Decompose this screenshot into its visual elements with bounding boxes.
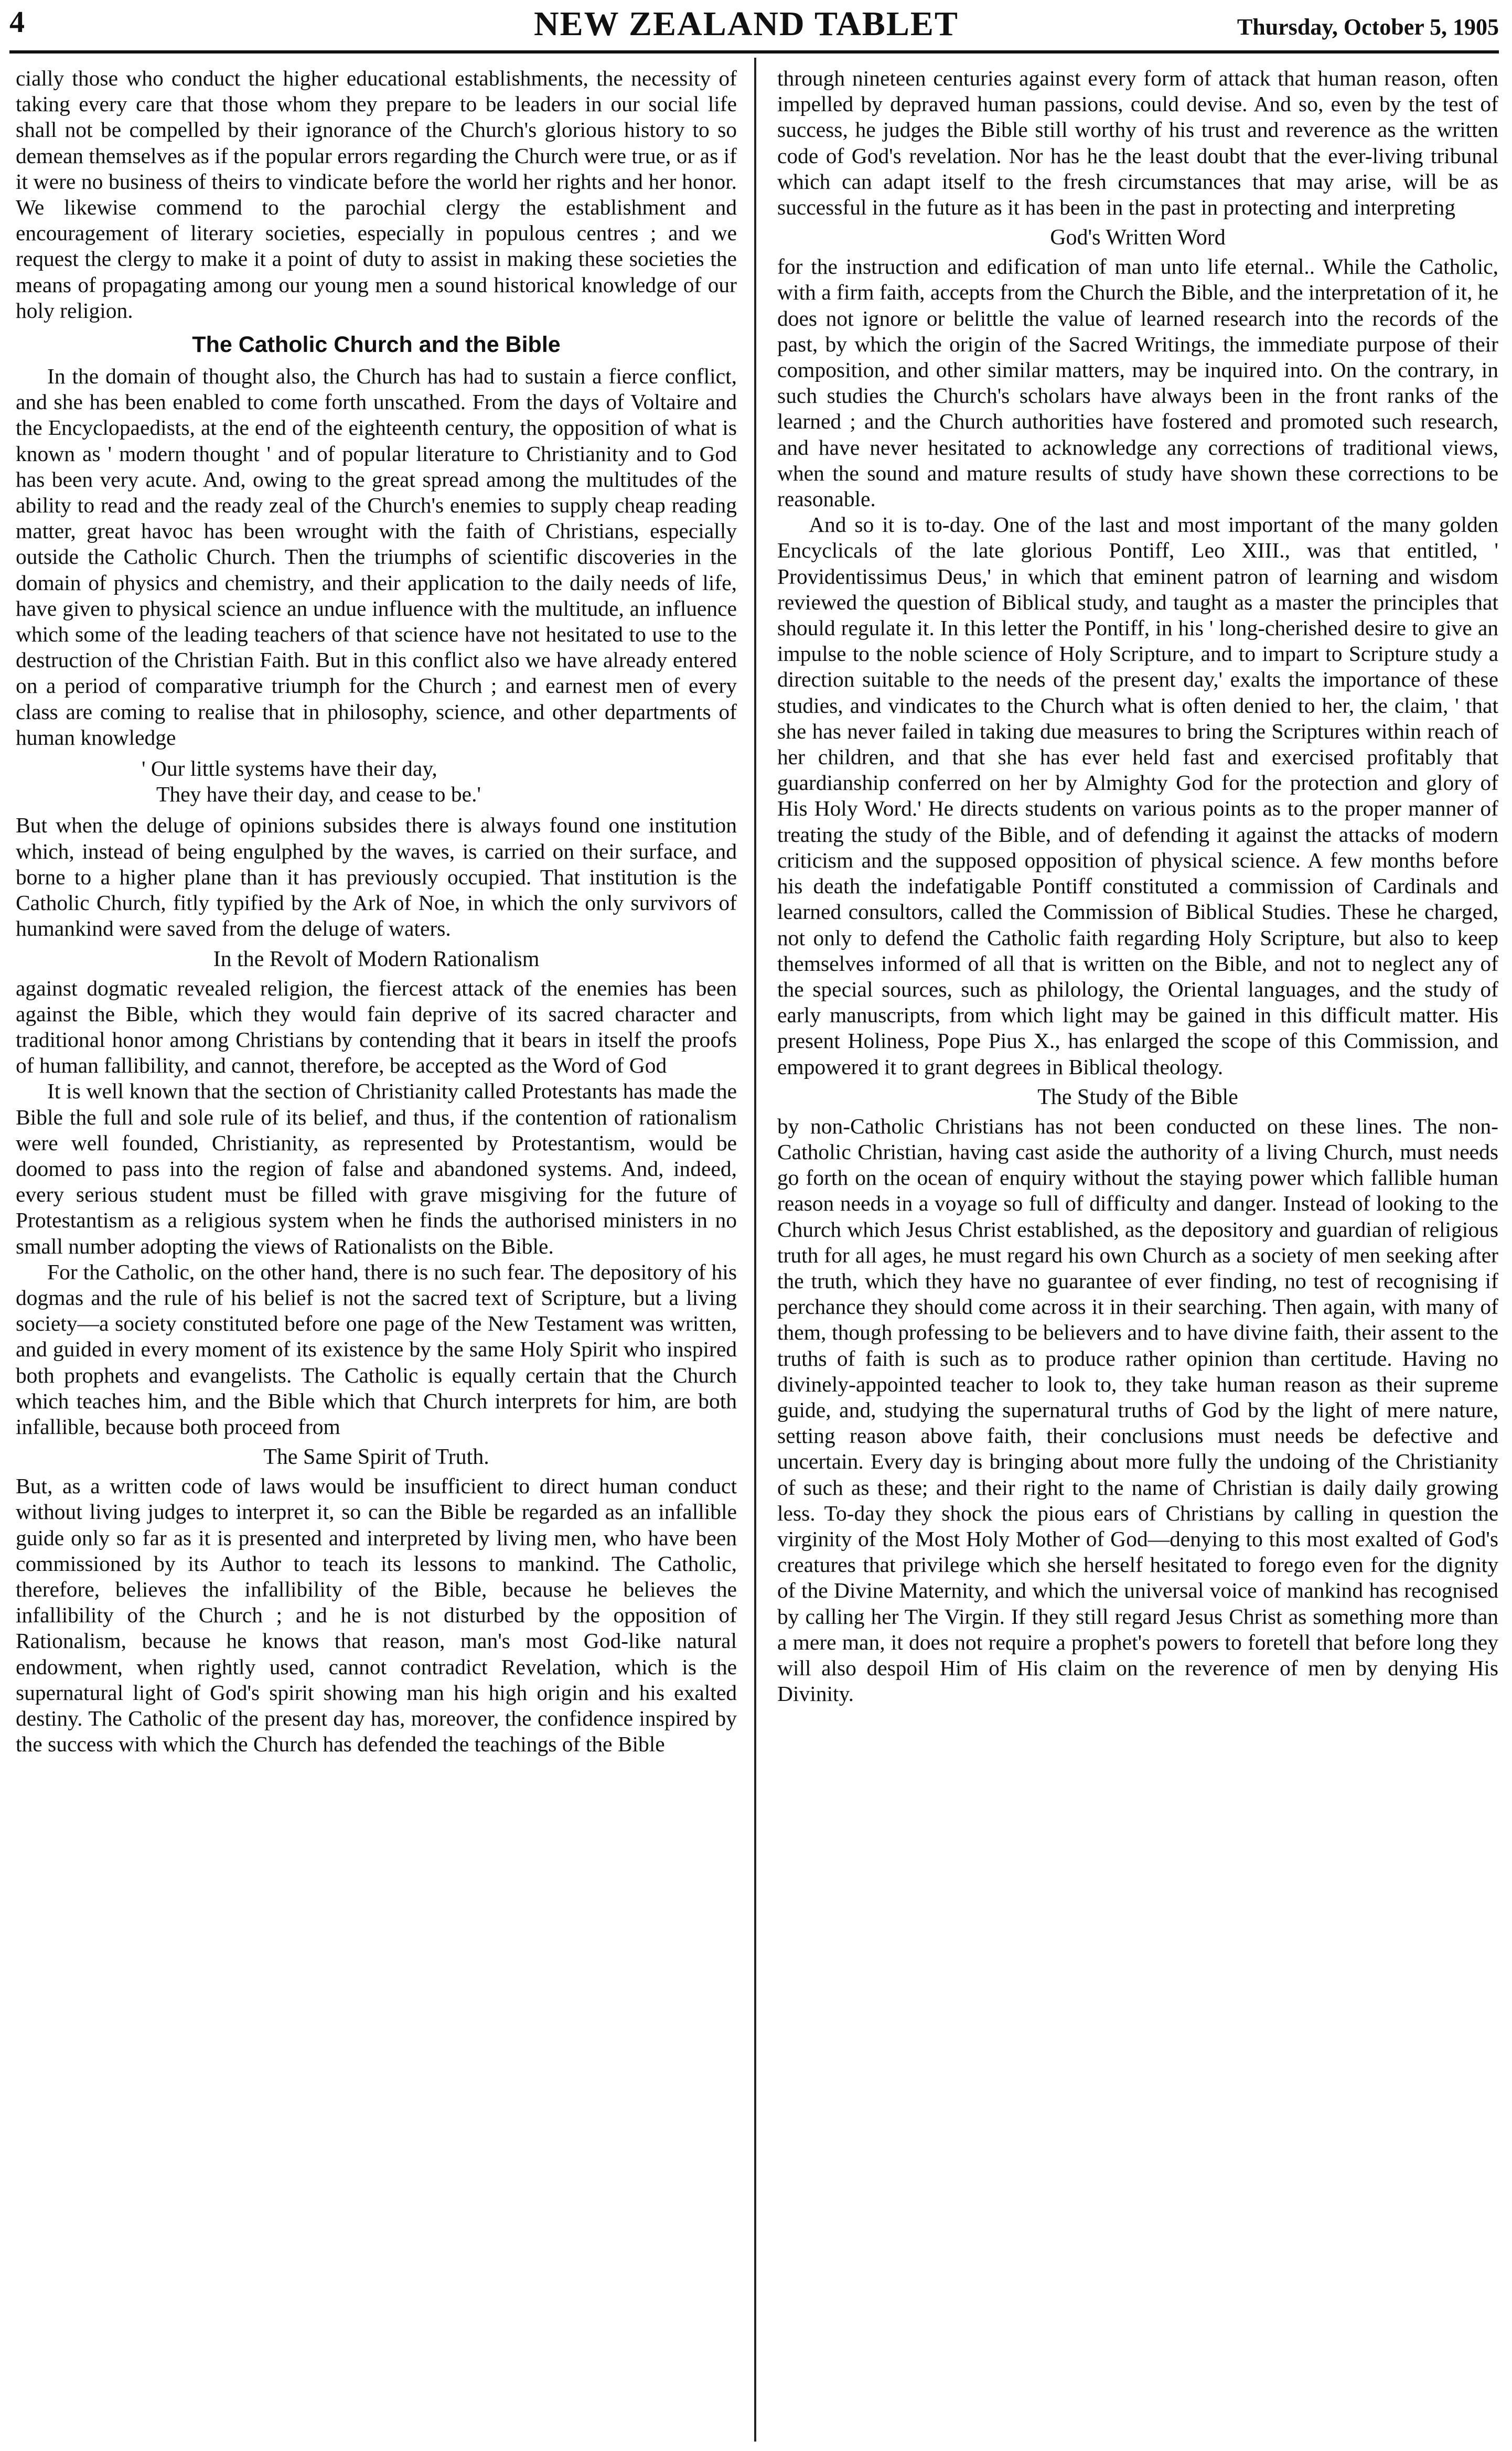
masthead	[9, 4, 1499, 46]
issue-date: Thursday, October 5, 1905	[1237, 14, 1499, 40]
subheading: The Same Spirit of Truth.	[263, 1445, 489, 1470]
newspaper-title: NEW ZEALAND TABLET	[534, 5, 959, 43]
verse-line: ' Our little systems have their day,	[142, 756, 437, 781]
subheading: God's Written Word	[1050, 226, 1226, 250]
paragraph: But, as a written code of laws would be insufficient to direct human conduct without living judges to interpret it, so can the Bible be regarded as an infallible guide only so far as it is presented and interpreted by living men, who have been commissioned by its Author to teach its lessons to mankind. The Catholic, therefore, believes the infallibility of the Bible, because he believes the infallibility of the Church ; and he is not disturbed by the opposition of Rationalism, because he knows that reason, man's most God-like natural endowment, when rightly used, cannot contradict Revelation, which is the supernatural light of God's spirit showing man his high origin and his exalted destiny. The Catholic of the present day has, moreover, the confidence inspired by the success with which the Church has defended the teachings of the Bible	[16, 1474, 737, 1757]
subheading: The Study of the Bible	[1037, 1085, 1238, 1109]
paragraph: It is well known that the section of Christianity called Protestants has made the Bible the full and sole rule of its belief, and thus, if the contention of rationalism were well founded, Christianity, as represented by Protestantism, would be doomed to pass into the region of false and abandoned systems. And, indeed, every serious student must be filled with grave misgiving for the future of Protestantism as a religious system when he finds the authorised ministers in no small number adopting the views of Rationalists on the Bible.	[16, 1079, 737, 1258]
paragraph: by non-Catholic Christians has not been conducted on these lines. The non-Catholic Christian, having cast aside the authority of a living Church, must needs go forth on the ocean of enquiry without the staying power which fallible human reason needs in a voyage so full of difficulty and danger. Instead of looking to the Church which Jesus Christ established, as the depository and guardian of religious truth for all ages, he must regard his own Church as a society of men seeking after the truth, which they have no guarantee of ever finding, no test of recognising if perchance they should come across it in their searching. Then again, with many of them, though professing to be believers and to have divine faith, their assent to the truths of faith is such as to produce rather opinion than certitude. Having no divinely-appointed teacher to look to, they take human reason as their supreme guide, and, studying the supernatural truths of God by the light of mere nature, setting reason above faith, their conclusions must needs be defective and uncertain. Every day is bringing about more fully the undoing of the Christianity of such as these; and their right to the name of Christian is daily daily growing less. To-day they shock the pious ears of Christians by calling in question the virginity of the Most Holy Mother of God—denying to this most exalted of God's creatures that privilege which she herself hesitated to forego even for the dignity of the Divine Maternity, and which the universal voice of mankind has recognised by calling her The Virgin. If they still regard Jesus Christ as something more than a mere man, it does not require a prophet's powers to foretell that before long they will also despoil Him of His claim on the reverence of men by denying His Divinity.	[777, 1114, 1498, 1706]
paragraph: And so it is to-day. One of the last and most important of the many golden Encyclicals of the late glorious Pontiff, Leo XIII., was that entitled, ' Providentissimus Deus,' in which that eminent patron of learning and wisdom reviewed the question of Biblical study, and taught as a master the principles that should regulate it. In this letter the Pontiff, in his ' long-cherished desire to give an impulse to the noble science of Holy Scripture, and to impart to Scripture study a direction suitable to the needs of the present day,' exalts the importance of these studies, and vindicates to the Church what is often denied to her, the claim, ' that she has never failed in taking due measures to bring the Scriptures within reach of her children, and that she has ever held fast and exercised profitably that guardianship conferred on her by Almighty God for the protection and glory of His Holy Word.' He directs students on various points as to the proper manner of treating the study of the Bible, and of defending it against the attacks of modern criticism and the supposed opposition of physical science. A few months before his death the indefatigable Pontiff constituted a commission of Cardinals and learned consultors, called the Commission of Biblical Studies. These he charged, not only to defend the Catholic faith regarding Holy Scripture, but also to keep themselves informed of all that is written on the Bible, and not to neglect any of the special sources, such as philology, the Oriental languages, and the study of early manuscripts, from which light may be gained in this difficult matter. His present Holiness, Pope Pius X., has enlarged the scope of this Commission, and empowered it to grant degrees in Biblical theology.	[777, 512, 1498, 1079]
subheading: In the Revolt of Modern Rationalism	[213, 947, 540, 971]
paragraph: In the domain of thought also, the Church has had to sustain a fierce conflict, and she has been enabled to come forth unscathed. From the days of Voltaire and the Encyclopaedists, at the end of the eighteenth century, the opposition of what is known as ' modern thought ' and of popular literature to Christianity and to God has been very acute. And, owing to the great spread among the multitudes of the ability to read and the ready zeal of the Church's enemies to supply cheap reading matter, great havoc has been wrought with the faith of Christians, especially outside the Catholic Church. Then the triumphs of scientific discoveries in the domain of physics and chemistry, and their application to the daily needs of life, have given to physical science an undue influence with the multitude, an influence which some of the leading teachers of that science have not hesitated to use to the destruction of the Christian Faith. But in this conflict also we have already entered on a period of comparative triumph for the Church ; and earnest men of every class are coming to realise that in philosophy, science, and other departments of human knowledge	[16, 364, 737, 750]
paragraph: for the instruction and edification of man unto life eternal.. While the Catholic, with a firm faith, accepts from the Church the Bible, and the interpretation of it, he does not ignore or belittle the value of learned research into the records of the past, by which the origin of the Sacred Writings, the immediate purpose of their composition, and other similar matters, may be inquired into. On the contrary, in such studies the Church's scholars have always been in the front ranks of the learned ; and the Church authorities have fostered and promoted such research, and have never hesitated to acknowledge any corrections of traditional views, when the sound and mature results of study have shown these corrections to be reasonable.	[777, 254, 1498, 511]
paragraph: against dogmatic revealed religion, the fiercest attack of the enemies has been against the Bible, which they would fain deprive of its sacred character and traditional honor among Christians by contending that it bears in itself the proofs of human fallibility, and cannot, therefore, be accepted as the Word of God	[16, 976, 737, 1078]
paragraph: But when the deluge of opinions subsides there is always found one institution which, instead of being engulphed by the waves, is carried on their surface, and borne to a higher plane than it has previously occupied. That institution is the Catholic Church, fitly typified by the Ark of Noe, in which the only survivors of humankind were saved from the deluge of waters.	[16, 813, 737, 941]
verse-line: They have their day, and cease to be.'	[156, 782, 481, 807]
section-heading: The Catholic Church and the Bible	[192, 332, 561, 358]
paragraph: For the Catholic, on the other hand, there is no such fear. The depository of his dogmas and the rule of his belief is not the sacred text of Scripture, but a living society—a society constituted before one page of the New Testament was written, and guided in every moment of its existence by the same Holy Spirit who inspired both prophets and evangelists. The Catholic is equally certain that the Church which teaches him, and the Bible which that Church interprets for him, are both infallible, because both proceed from	[16, 1259, 737, 1439]
right-column	[777, 66, 1498, 1707]
verse-quote	[16, 756, 737, 807]
paragraph: through nineteen centuries against every form of attack that human reason, often impelled by depraved human passions, could devise. And so, even by the test of success, he judges the Bible still worthy of his trust and reverence as the written code of God's revelation. Nor has he the least doubt that the ever-living tribunal which can adapt itself to the fresh circumstances that may arise, will be as successful in the future as it has been in the past in protecting and interpreting	[777, 66, 1498, 220]
header-rule	[9, 50, 1499, 53]
page-number: 4	[9, 5, 25, 39]
left-column	[16, 66, 737, 1757]
paragraph: cially those who conduct the higher educational establishments, the necessity of taking every care that those whom they prepare to be leaders in our social life shall not be compelled by their ignorance of the Church's glorious history to so demean themselves as if the popular errors regarding the Church were true, or as if it were no business of theirs to vindicate before the world her rights and her honor. We likewise commend to the parochial clergy the establishment and encouragement of literary societies, especially in populous centres ; and we request the clergy to make it a point of duty to assist in making these societies the means of propagating among our young men a sound historical knowledge of our holy religion.	[16, 66, 737, 323]
column-divider	[754, 58, 756, 2442]
